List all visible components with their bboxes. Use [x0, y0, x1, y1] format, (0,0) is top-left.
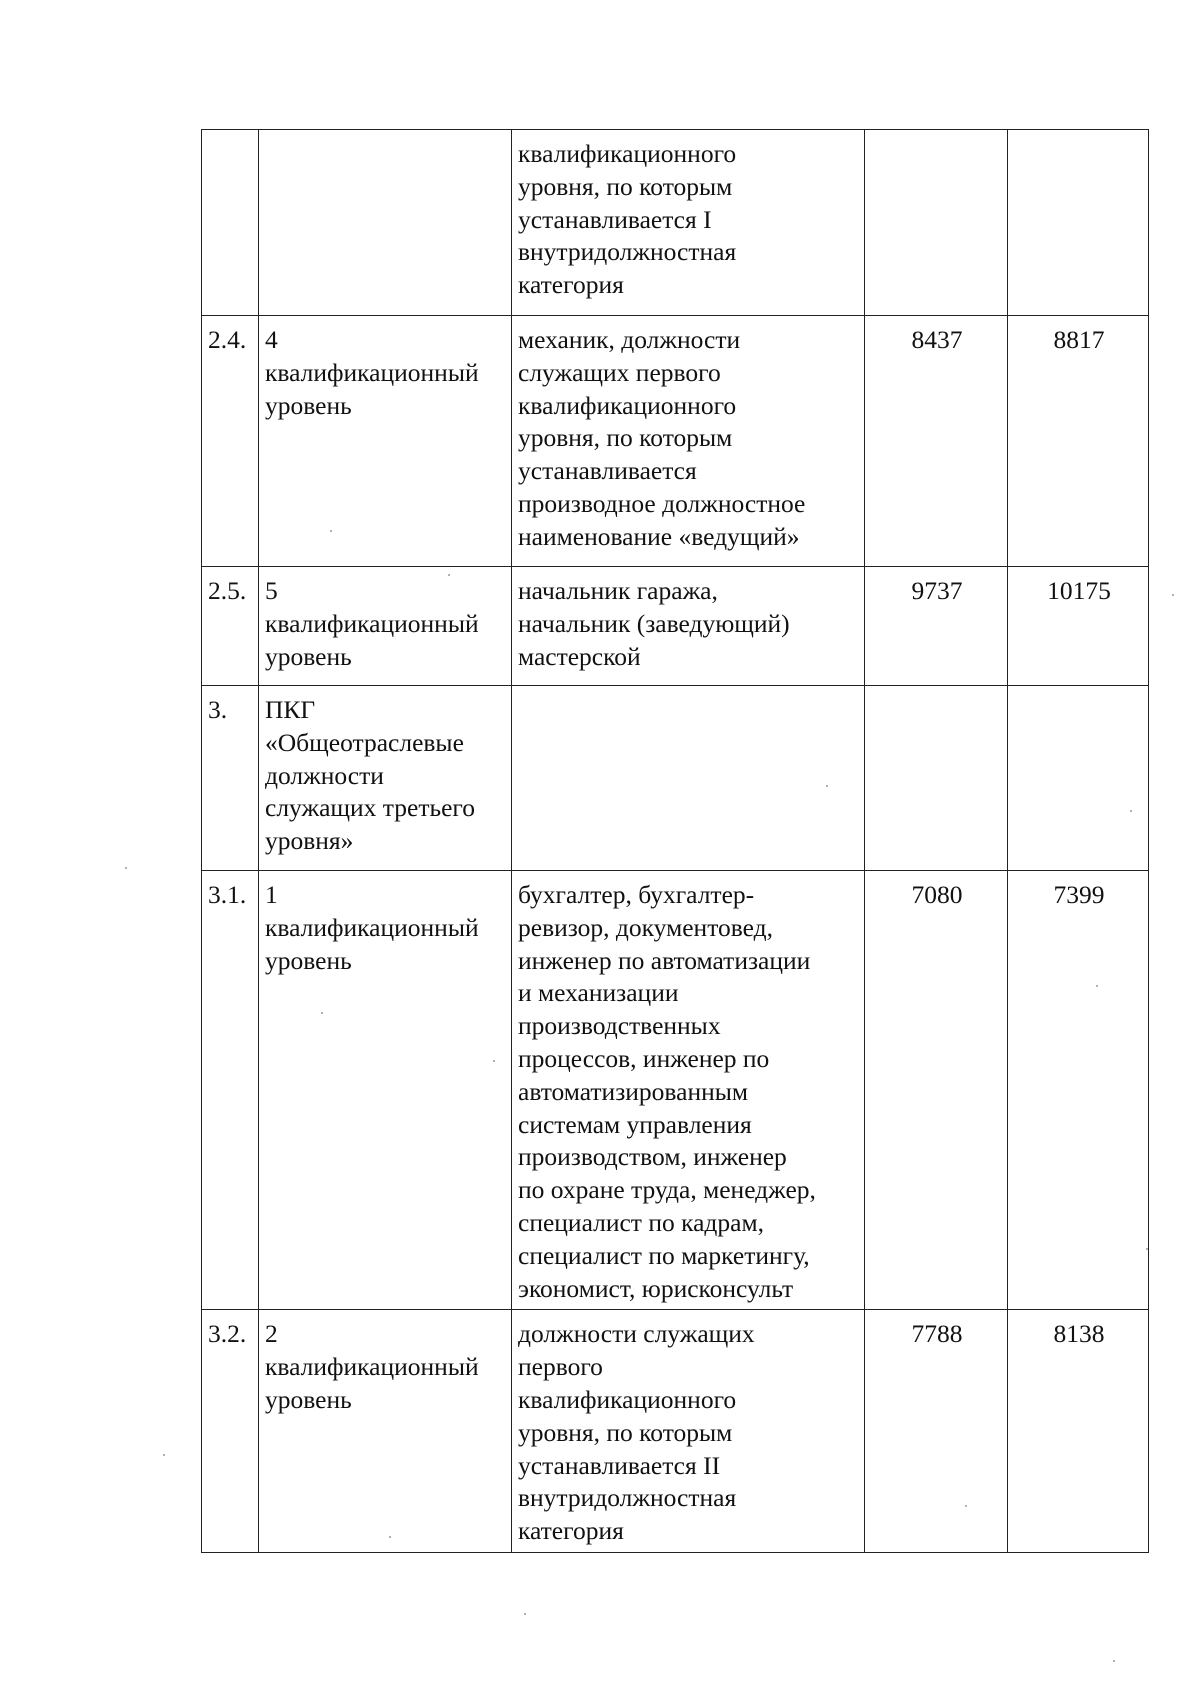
- positions-list: должности служащих первого квалификационного уровня, по которым устанавливается II внутридолжностная категория: [512, 1310, 865, 1553]
- qualification-level: 2 квалификационный уровень: [259, 1310, 512, 1553]
- table-row: [202, 871, 1149, 1310]
- salary-value-1: 7788: [865, 1310, 1008, 1553]
- scan-speck: [1130, 810, 1132, 812]
- scan-speck: [524, 1613, 526, 1615]
- table-row: [202, 567, 1149, 686]
- qualification-level: ПКГ «Общеотраслевые должности служащих третьего уровня»: [259, 686, 512, 871]
- row-number: 3.1.: [202, 871, 259, 1310]
- scan-speck: [826, 785, 828, 787]
- qualification-level: 5 квалификационный уровень: [259, 567, 512, 686]
- qualification-level: 1 квалификационный уровень: [259, 871, 512, 1310]
- scan-speck: [389, 1536, 391, 1538]
- row-number: 2.4.: [202, 316, 259, 567]
- salary-value-1: [865, 686, 1008, 871]
- table-row: [202, 130, 1149, 316]
- row-number: 3.: [202, 686, 259, 871]
- qualification-level: 4 квалификационный уровень: [259, 316, 512, 567]
- salary-value-1: 8437: [865, 316, 1008, 567]
- scan-speck: [1096, 985, 1098, 987]
- table-row: [202, 1310, 1149, 1553]
- row-number: 2.5.: [202, 567, 259, 686]
- scan-speck: [965, 1505, 967, 1507]
- salary-value-2: [1008, 686, 1149, 871]
- scan-speck: [330, 530, 332, 532]
- positions-list: квалификационного уровня, по которым устанавливается I внутридолжностная категория: [512, 130, 865, 316]
- scan-speck: [1113, 1660, 1115, 1662]
- positions-list: начальник гаража, начальник (заведующий) мастерской: [512, 567, 865, 686]
- positions-list: бухгалтер, бухгалтер- ревизор, документовед, инженер по автоматизации и механизации производственных процессов, инженер по автоматизированным системам управления производством, инженер по охране труда, менеджер, специалист по кадрам, специалист по маркетингу, экономист, юрисконсульт: [512, 871, 865, 1310]
- salary-value-1: [865, 130, 1008, 316]
- scan-speck: [1172, 594, 1174, 596]
- salary-value-2: 8138: [1008, 1310, 1149, 1553]
- positions-list: механик, должности служащих первого квалификационного уровня, по которым устанавливается производное должностное наименование «ведущий»: [512, 316, 865, 567]
- salary-value-2: 10175: [1008, 567, 1149, 686]
- table-row: [202, 686, 1149, 871]
- scan-speck: [1146, 1248, 1148, 1250]
- table-row: [202, 316, 1149, 567]
- qualification-level: [259, 130, 512, 316]
- scan-speck: [163, 1454, 165, 1456]
- row-number: [202, 130, 259, 316]
- scan-speck: [125, 867, 127, 869]
- salary-value-2: 8817: [1008, 316, 1149, 567]
- scan-speck: [321, 1012, 323, 1014]
- salary-table: [201, 129, 1149, 1553]
- salary-value-2: [1008, 130, 1149, 316]
- scan-speck: [493, 1060, 495, 1062]
- row-number: 3.2.: [202, 1310, 259, 1553]
- salary-value-1: 9737: [865, 567, 1008, 686]
- positions-list: [512, 686, 865, 871]
- salary-value-1: 7080: [865, 871, 1008, 1310]
- scan-speck: [448, 574, 450, 576]
- salary-value-2: 7399: [1008, 871, 1149, 1310]
